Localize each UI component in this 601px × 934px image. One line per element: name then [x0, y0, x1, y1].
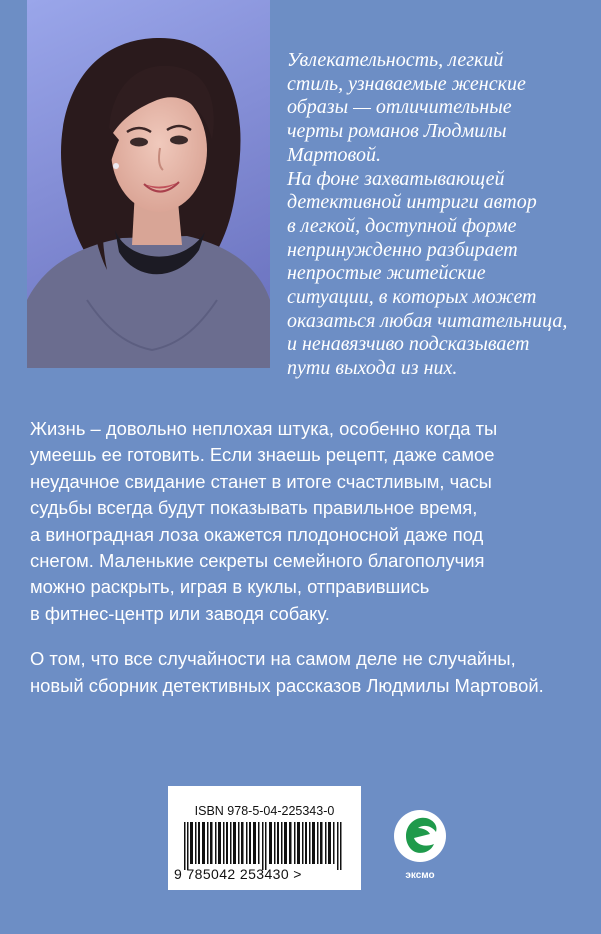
description-line: Жизнь – довольно неплохая штука, особенно когда ты: [30, 418, 498, 439]
isbn-text: ISBN 978-5-04-225343-0: [194, 804, 335, 818]
blurb-line: непринужденно разбирает: [287, 238, 518, 261]
description-line: О том, что все случайности на самом деле не случайны,: [30, 648, 516, 670]
blurb-line: детективной интриги автор: [287, 191, 537, 214]
author-photo: [27, 0, 270, 368]
description-line: неудачное свидание станет в итоге счастливым, часы: [30, 470, 492, 492]
description-paragraph-1: [30, 416, 575, 627]
blurb-line: черты романов Людмилы: [287, 120, 507, 143]
blurb-line: и ненавязчиво подсказывает: [287, 333, 530, 356]
book-description: [30, 416, 575, 718]
author-portrait-image: [27, 0, 270, 368]
publisher-name: эксмо: [405, 870, 435, 881]
blurb-line: пути выхода из них.: [287, 357, 458, 380]
barcode-bars: [184, 822, 348, 870]
barcode-label: [168, 786, 361, 890]
description-line: судьбы всегда будут показывать правильное время,: [30, 497, 478, 519]
blurb-line: Мартовой.: [287, 143, 381, 166]
author-blurb: [287, 49, 587, 381]
description-line: можно раскрыть, играя в куклы, отправившись: [30, 576, 430, 598]
blurb-line: Увлекательность, легкий: [287, 49, 504, 71]
blurb-line: оказаться любая читательница,: [287, 309, 568, 332]
publisher-logo-icon: [392, 806, 448, 870]
blurb-line: непростые житейские: [287, 262, 486, 285]
blurb-line: стиль, узнаваемые женские: [287, 72, 526, 95]
barcode-digits: 9 785042 253430 >: [174, 866, 302, 882]
description-line: умеешь ее готовить. Если знаешь рецепт, даже самое: [30, 444, 495, 466]
blurb-line: ситуации, в которых может: [287, 286, 537, 309]
description-line: а виноградная лоза окажется плодоносной даже под: [30, 523, 484, 545]
description-paragraph-2: [30, 646, 575, 699]
blurb-line: На фоне захватывающей: [287, 167, 505, 190]
blurb-line: образы — отличительные: [287, 96, 512, 119]
blurb-line: в легкой, доступной форме: [287, 214, 517, 237]
description-line: снегом. Маленькие секреты семейного благополучия: [30, 550, 485, 572]
description-line: новый сборник детективных рассказов Людмилы Мартовой.: [30, 674, 544, 696]
description-line: в фитнес-центр или заводя собаку.: [30, 602, 330, 624]
